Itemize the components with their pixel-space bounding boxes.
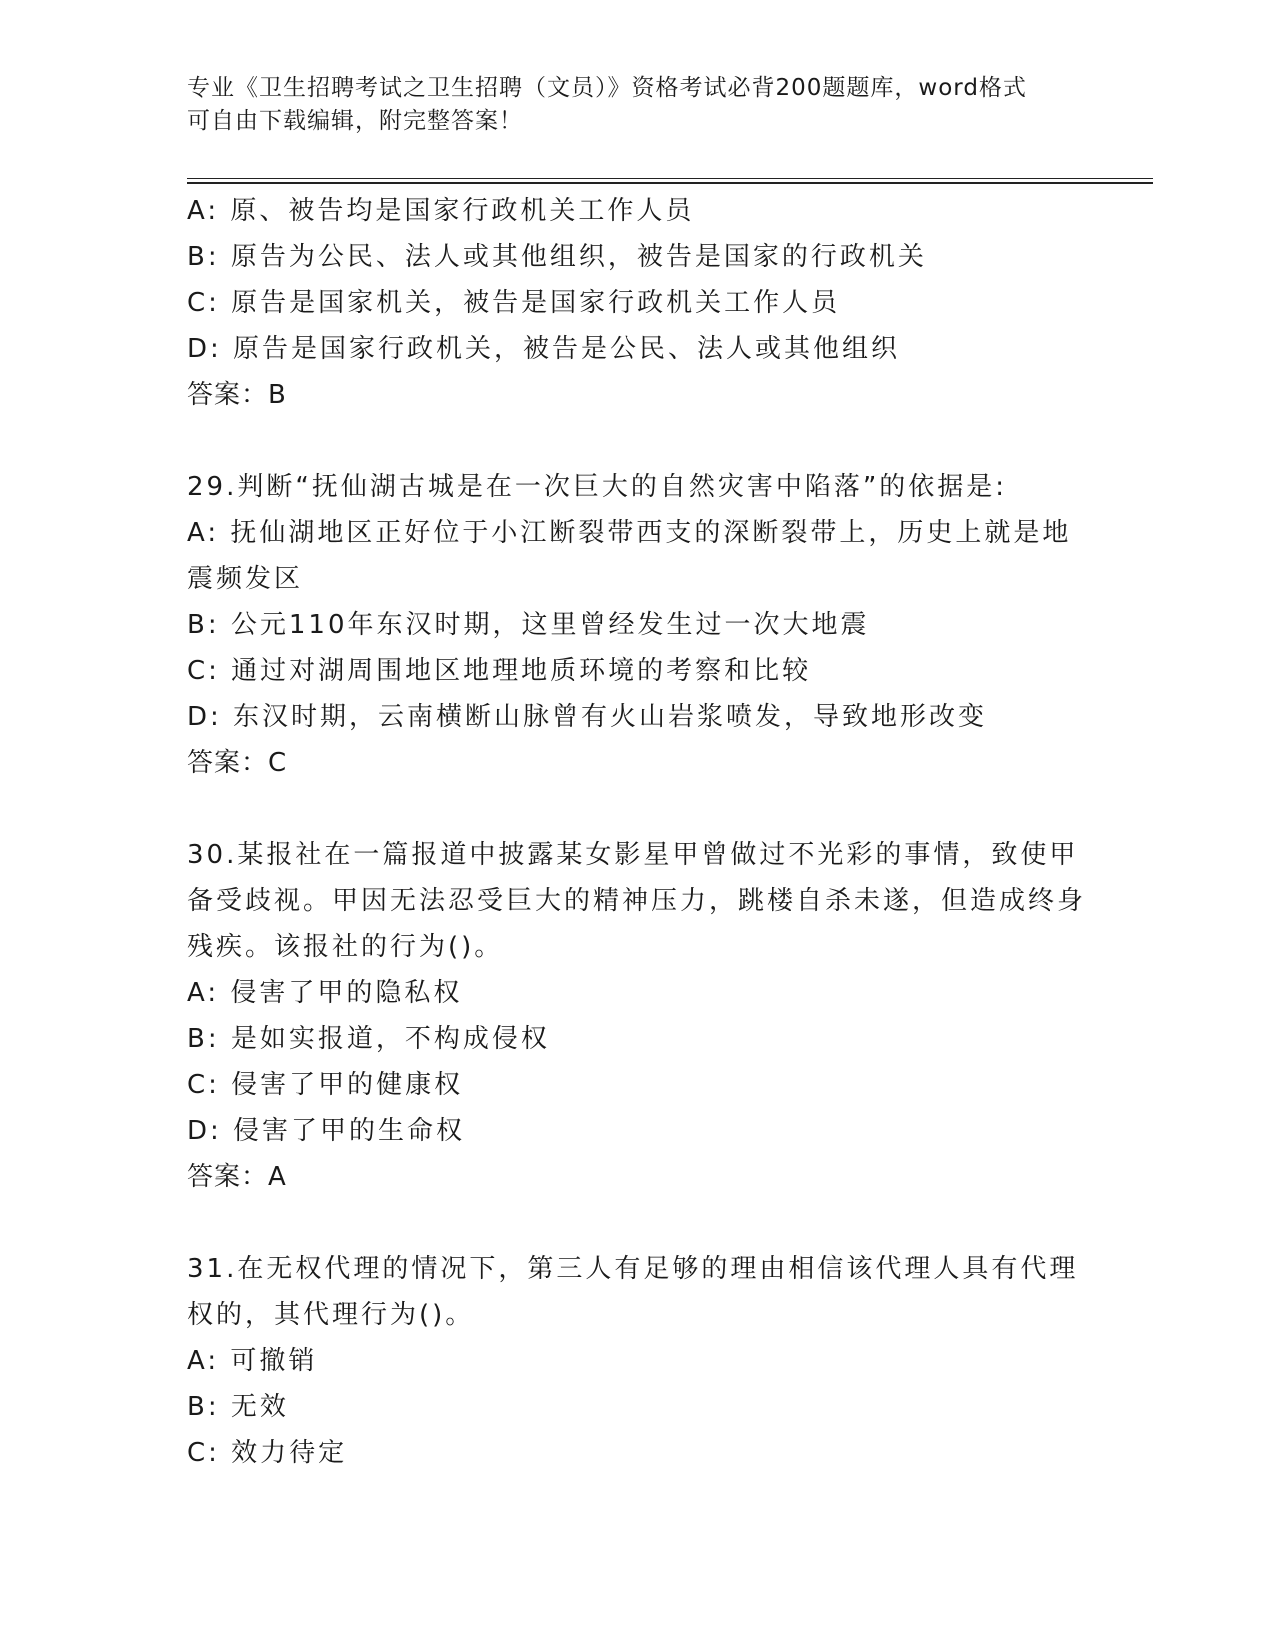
question-29 [187, 464, 1087, 786]
question-28 [187, 188, 1087, 418]
question-31 [187, 1246, 1087, 1476]
spacer [187, 1200, 1087, 1246]
option-c: C: 原告是国家机关，被告是国家行政机关工作人员 [187, 288, 841, 318]
option-d: D: 侵害了甲的生命权 [187, 1116, 466, 1146]
option-b: B: 无效 [187, 1392, 289, 1422]
question-text: 29.判断“抚仙湖古城是在一次巨大的自然灾害中陷落”的依据是: [187, 472, 1008, 502]
option-c: C: 侵害了甲的健康权 [187, 1070, 464, 1100]
document-header [187, 72, 1087, 138]
question-30 [187, 832, 1087, 1200]
header-divider-thick [187, 182, 1153, 184]
option-b: B: 是如实报道，不构成侵权 [187, 1024, 550, 1054]
question-list [187, 188, 1087, 1476]
option-d: D: 东汉时期，云南横断山脉曾有火山岩浆喷发，导致地形改变 [187, 702, 988, 732]
option-a: A: 原、被告均是国家行政机关工作人员 [187, 196, 695, 226]
header-line-2: 可自由下载编辑，附完整答案！ [187, 108, 523, 134]
option-d: D: 原告是国家行政机关，被告是公民、法人或其他组织 [187, 334, 901, 364]
answer: 答案：A [187, 1162, 287, 1192]
spacer [187, 786, 1087, 832]
header-divider-thin [187, 178, 1153, 179]
header-line-1: 专业《卫生招聘考试之卫生招聘（文员）》资格考试必背200题题库，word格式 [187, 75, 1027, 101]
question-text: 30.某报社在一篇报道中披露某女影星甲曾做过不光彩的事情，致使甲备受歧视。甲因无法忍受巨大的精神压力，跳楼自杀未遂，但造成终身残疾。该报社的行为()。 [187, 840, 1087, 962]
option-a: A: 可撤销 [187, 1346, 318, 1376]
answer: 答案：C [187, 748, 288, 778]
spacer [187, 418, 1087, 464]
question-text: 31.在无权代理的情况下，第三人有足够的理由相信该代理人具有代理权的，其代理行为()。 [187, 1254, 1079, 1330]
option-b: B: 公元110年东汉时期，这里曾经发生过一次大地震 [187, 610, 870, 640]
option-c: C: 效力待定 [187, 1438, 348, 1468]
option-a: A: 侵害了甲的隐私权 [187, 978, 463, 1008]
option-a: A: 抚仙湖地区正好位于小江断裂带西支的深断裂带上，历史上就是地震频发区 [187, 518, 1072, 594]
option-b: B: 原告为公民、法人或其他组织，被告是国家的行政机关 [187, 242, 927, 272]
option-c: C: 通过对湖周围地区地理地质环境的考察和比较 [187, 656, 812, 686]
answer: 答案：B [187, 380, 287, 410]
